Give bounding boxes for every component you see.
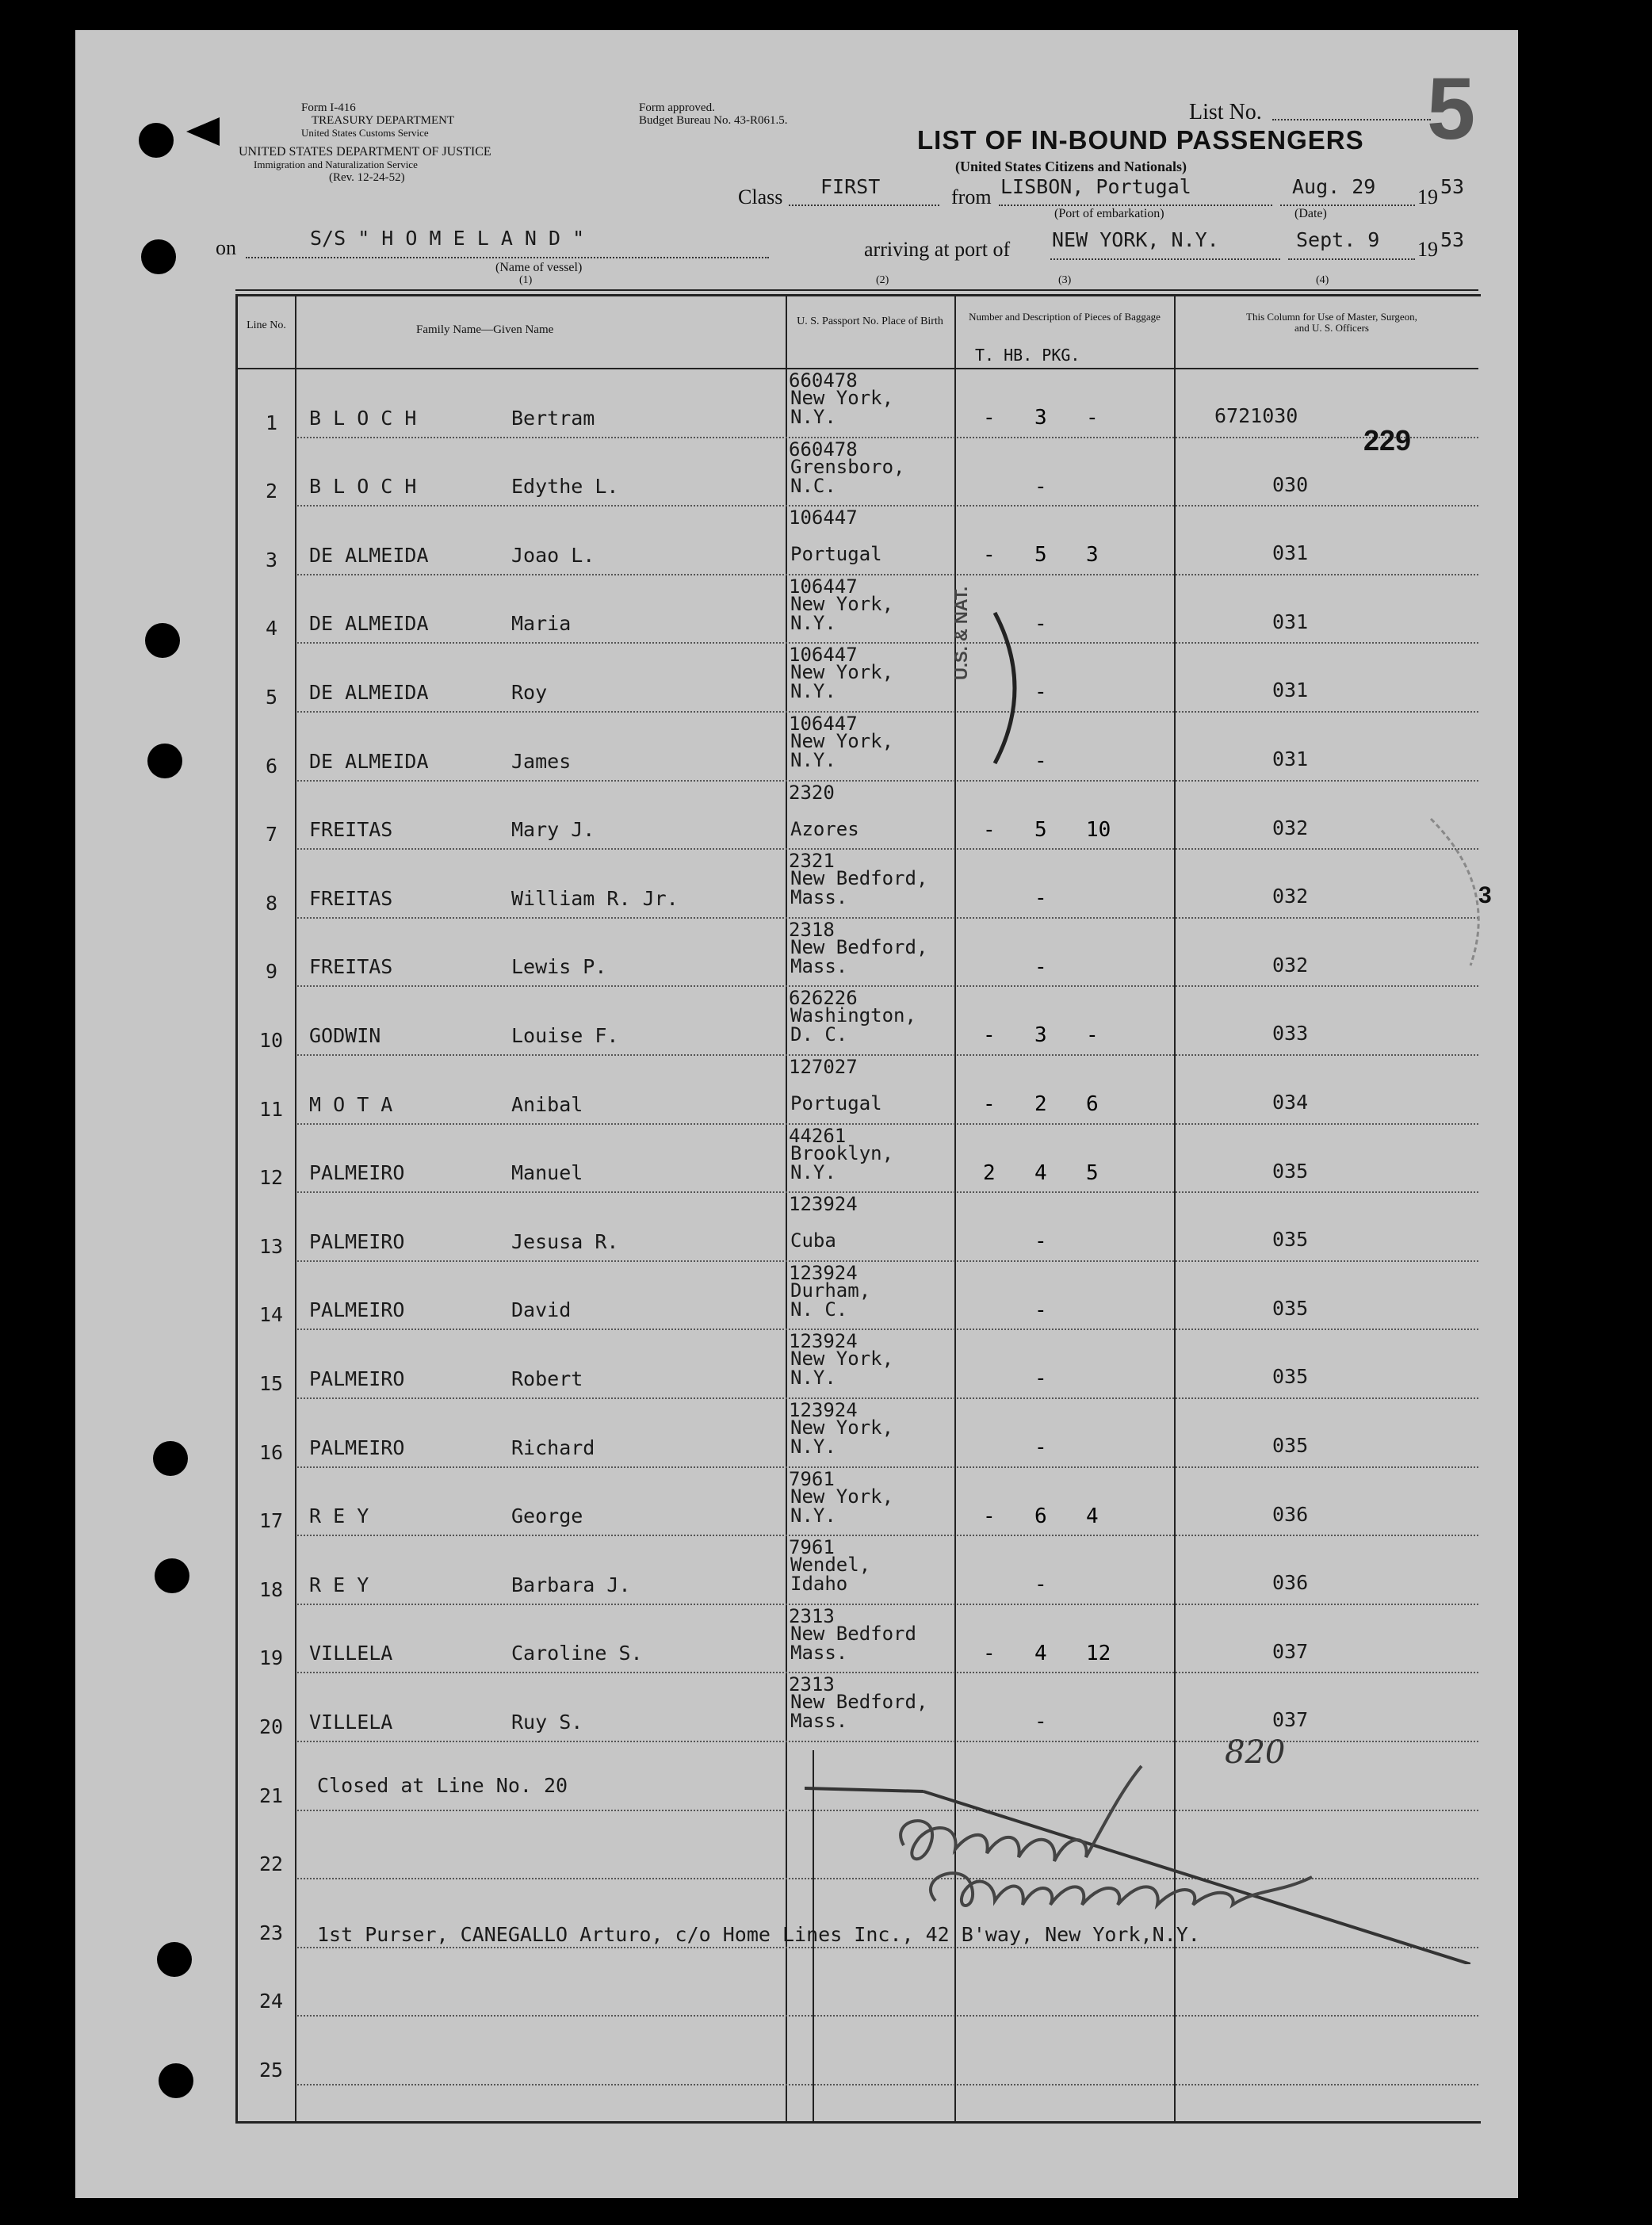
officer-code: 035 xyxy=(1272,1160,1309,1183)
baggage-packages: 12 xyxy=(1086,1642,1111,1665)
treasury-dept: TREASURY DEPARTMENT xyxy=(312,114,455,127)
family-name: DE ALMEIDA xyxy=(309,750,429,773)
line-number: 10 xyxy=(259,1029,284,1052)
officer-code: 036 xyxy=(1272,1571,1309,1594)
manifest-page xyxy=(75,30,1518,2198)
passport-number: 127027 xyxy=(789,1056,858,1078)
birthplace-line1: Grensboro, xyxy=(790,456,905,478)
row-rule xyxy=(297,1535,1478,1536)
budget-bureau: Budget Bureau No. 43-R061.5. xyxy=(639,114,788,127)
passport-number: 123924 xyxy=(789,1330,858,1352)
birthplace-line1: New York, xyxy=(790,1416,894,1439)
birthplace-line1: Brooklyn, xyxy=(790,1142,894,1164)
given-name: Joao L. xyxy=(511,544,595,567)
passport-number: 626226 xyxy=(789,987,858,1009)
row-rule xyxy=(297,917,1478,919)
birthplace-line1: New York, xyxy=(790,1348,894,1370)
passport-number: 660478 xyxy=(789,438,858,461)
row-rule xyxy=(297,1397,1478,1399)
header-line-no: Line No. xyxy=(247,319,286,331)
passport-number: 2313 xyxy=(789,1673,835,1696)
birthplace-line2: Mass. xyxy=(790,1710,848,1732)
officer-code: 034 xyxy=(1272,1091,1309,1114)
line-number: 13 xyxy=(259,1235,284,1258)
line-number: 4 xyxy=(266,617,278,640)
family-name: PALMEIRO xyxy=(309,1436,405,1459)
birthplace-line2: N.Y. xyxy=(790,680,836,702)
birthplace-line1: New York, xyxy=(790,387,894,409)
given-name: Edythe L. xyxy=(511,475,619,498)
baggage-trunks: - xyxy=(983,1092,996,1116)
passport-number: 2321 xyxy=(789,850,835,872)
row-rule xyxy=(297,642,1478,644)
birthplace-line2: N.Y. xyxy=(790,1504,836,1527)
row-rule xyxy=(297,574,1478,575)
birthplace-line2: Mass. xyxy=(790,1642,848,1664)
handwritten-820: 820 xyxy=(1225,1734,1286,1771)
officer-code: 6721030 xyxy=(1214,404,1298,427)
birthplace-line2: N.Y. xyxy=(790,1161,836,1183)
baggage-handbags: 3 xyxy=(1034,406,1047,430)
punch-hole xyxy=(139,123,174,158)
partial-stamp xyxy=(1423,815,1502,973)
line-number: 16 xyxy=(259,1441,284,1464)
family-name: GODWIN xyxy=(309,1024,381,1047)
given-name: Jesusa R. xyxy=(511,1230,619,1253)
officer-code: 037 xyxy=(1272,1640,1309,1663)
baggage-handbags: - xyxy=(1034,612,1047,636)
arrival-date-underline xyxy=(1288,258,1415,260)
vessel-underline xyxy=(246,257,769,258)
header-baggage: Number and Description of Pieces of Baggage xyxy=(969,311,1161,323)
row-rule xyxy=(297,1054,1478,1056)
page-title: LIST OF IN-BOUND PASSENGERS xyxy=(917,125,1364,155)
baggage-handbags: - xyxy=(1034,886,1047,910)
baggage-handbags: - xyxy=(1034,1436,1047,1459)
baggage-handbags: - xyxy=(1034,1710,1047,1734)
row-rule xyxy=(297,780,1478,782)
given-name: Barbara J. xyxy=(511,1573,631,1596)
officer-code: 035 xyxy=(1272,1365,1309,1388)
passport-number: 106447 xyxy=(789,644,858,666)
baggage-trunks: - xyxy=(983,1504,996,1528)
baggage-handbags: - xyxy=(1034,1367,1047,1390)
row-rule xyxy=(297,1191,1478,1193)
baggage-trunks: - xyxy=(983,543,996,567)
col-number-4: (4) xyxy=(1316,274,1329,286)
baggage-packages: - xyxy=(1086,1023,1099,1047)
form-revision: (Rev. 12-24-52) xyxy=(329,171,405,184)
arrival-date: Sept. 9 xyxy=(1296,228,1380,251)
line-number: 5 xyxy=(266,686,278,709)
line-number: 11 xyxy=(259,1098,284,1121)
officer-code: 030 xyxy=(1272,473,1309,496)
list-no-underline xyxy=(1272,119,1431,120)
departure-year: 53 xyxy=(1440,175,1465,198)
given-name: David xyxy=(511,1298,572,1321)
line-number: 14 xyxy=(259,1303,284,1326)
port-underline xyxy=(1050,258,1280,260)
given-name: Caroline S. xyxy=(511,1642,643,1665)
officer-code: 032 xyxy=(1272,954,1309,977)
baggage-packages: 6 xyxy=(1086,1092,1099,1116)
line-number: 9 xyxy=(266,960,278,983)
family-name: FREITAS xyxy=(309,887,393,910)
row-rule xyxy=(297,1329,1478,1330)
line-number: 15 xyxy=(259,1372,284,1395)
birthplace-line2: N.Y. xyxy=(790,612,836,634)
family-name: R E Y xyxy=(309,1573,369,1596)
family-name: PALMEIRO xyxy=(309,1230,405,1253)
header-passport: U. S. Passport No. Place of Birth xyxy=(797,315,943,327)
baggage-trunks: - xyxy=(983,818,996,842)
arrival-year: 53 xyxy=(1440,228,1465,251)
line-number: 25 xyxy=(259,2059,284,2082)
list-no-value: 5 xyxy=(1427,60,1476,158)
line-number: 19 xyxy=(259,1646,284,1669)
family-name: FREITAS xyxy=(309,818,393,841)
given-name: Bertram xyxy=(511,407,595,430)
birthplace-line1: New York, xyxy=(790,730,894,752)
officer-code: 031 xyxy=(1272,610,1309,633)
family-name: DE ALMEIDA xyxy=(309,612,429,635)
on-label: on xyxy=(216,236,236,259)
baggage-packages: 10 xyxy=(1086,818,1111,842)
baggage-packages: 5 xyxy=(1086,1161,1099,1185)
row-rule xyxy=(297,711,1478,713)
birthplace-line1: Wendel, xyxy=(790,1554,871,1576)
baggage-handbags: - xyxy=(1034,749,1047,773)
family-name: B L O C H xyxy=(309,475,417,498)
row-rule xyxy=(297,2015,1478,2017)
passport-number: 106447 xyxy=(789,575,858,598)
line-number: 1 xyxy=(266,411,278,434)
vessel-name: S/S " H O M E L A N D " xyxy=(310,227,585,250)
closed-at-line: Closed at Line No. 20 xyxy=(317,1774,568,1797)
birthplace-line2: N.Y. xyxy=(790,406,836,428)
passport-number: 2313 xyxy=(789,1605,835,1627)
baggage-handbags: 4 xyxy=(1034,1642,1047,1665)
line-number: 7 xyxy=(266,823,278,846)
officer-code: 031 xyxy=(1272,747,1309,770)
passport-number: 7961 xyxy=(789,1536,835,1558)
given-name: James xyxy=(511,750,572,773)
given-name: Manuel xyxy=(511,1161,583,1184)
given-name: Louise F. xyxy=(511,1024,619,1047)
line-number: 22 xyxy=(259,1852,284,1875)
given-name: Roy xyxy=(511,681,548,704)
purser-line: 1st Purser, CANEGALLO Arturo, c/o Home Lines Inc., 42 B'way, New York,N.Y. xyxy=(317,1923,1200,1946)
family-name: PALMEIRO xyxy=(309,1161,405,1184)
list-no-label: List No. xyxy=(1189,100,1262,124)
class-label: Class xyxy=(738,185,783,208)
date-underline xyxy=(1280,205,1415,206)
officer-code: 033 xyxy=(1272,1022,1309,1045)
family-name: DE ALMEIDA xyxy=(309,544,429,567)
given-name: Richard xyxy=(511,1436,595,1459)
row-rule xyxy=(297,1123,1478,1125)
corner-arrow-icon xyxy=(186,116,221,147)
punch-hole xyxy=(157,1942,192,1977)
row-rule xyxy=(297,1672,1478,1673)
given-name: Lewis P. xyxy=(511,955,607,978)
birthplace-line2: N.C. xyxy=(790,475,836,497)
passport-number: 44261 xyxy=(789,1125,847,1147)
embarkation-caption: (Port of embarkation) xyxy=(1054,207,1164,220)
date-caption: (Date) xyxy=(1294,207,1327,220)
header-baggage-sub: T. HB. PKG. xyxy=(975,346,1080,365)
officer-code: 032 xyxy=(1272,816,1309,839)
passport-number: 106447 xyxy=(789,507,858,529)
baggage-handbags: 5 xyxy=(1034,543,1047,567)
birthplace-line2: Portugal xyxy=(790,543,882,565)
officer-code: 031 xyxy=(1272,541,1309,564)
birthplace-line2: D. C. xyxy=(790,1023,848,1046)
row-rule xyxy=(297,848,1478,850)
punch-hole xyxy=(141,239,176,274)
row-rule xyxy=(297,1260,1478,1262)
baggage-packages: - xyxy=(1086,406,1099,430)
baggage-trunks: - xyxy=(983,406,996,430)
officer-code: 037 xyxy=(1272,1708,1309,1731)
margin-number-3: 3 xyxy=(1478,882,1492,908)
officer-code: 036 xyxy=(1272,1503,1309,1526)
officer-code: 035 xyxy=(1272,1297,1309,1320)
row-rule xyxy=(297,1466,1478,1468)
family-name: VILLELA xyxy=(309,1642,393,1665)
class-underline xyxy=(789,205,939,206)
birthplace-line2: N.Y. xyxy=(790,1367,836,1389)
given-name: George xyxy=(511,1504,583,1527)
punch-hole xyxy=(147,744,182,778)
punch-hole xyxy=(145,623,180,658)
line-number: 6 xyxy=(266,755,278,778)
family-name: B L O C H xyxy=(309,407,417,430)
baggage-packages: 3 xyxy=(1086,543,1099,567)
row-rule xyxy=(297,2084,1478,2085)
arrival-year-prefix: 19 xyxy=(1417,238,1438,261)
row-rule xyxy=(297,985,1478,987)
line-number: 21 xyxy=(259,1784,284,1807)
family-name: PALMEIRO xyxy=(309,1367,405,1390)
birthplace-line1: New Bedford, xyxy=(790,1691,928,1713)
officer-code: 032 xyxy=(1272,885,1309,908)
birthplace-line2: Mass. xyxy=(790,955,848,977)
form-number: Form I-416 xyxy=(301,101,356,114)
family-name: FREITAS xyxy=(309,955,393,978)
passport-number: 7961 xyxy=(789,1468,835,1490)
line-number: 20 xyxy=(259,1715,284,1738)
page-subtitle: (United States Citizens and Nationals) xyxy=(955,159,1187,174)
punch-hole xyxy=(153,1441,188,1476)
birthplace-line1: New Bedford, xyxy=(790,936,928,958)
baggage-handbags: 3 xyxy=(1034,1023,1047,1047)
birthplace-line2: Mass. xyxy=(790,886,848,908)
baggage-trunks: - xyxy=(983,1023,996,1047)
baggage-handbags: - xyxy=(1034,1298,1047,1322)
line-number: 8 xyxy=(266,892,278,915)
passport-number: 123924 xyxy=(789,1262,858,1284)
birthplace-line2: N.Y. xyxy=(790,749,836,771)
given-name: William R. Jr. xyxy=(511,887,679,910)
given-name: Ruy S. xyxy=(511,1711,583,1734)
line-number: 3 xyxy=(266,549,278,572)
approval-line: Form approved. xyxy=(639,101,715,114)
given-name: Mary J. xyxy=(511,818,595,841)
baggage-packages: 4 xyxy=(1086,1504,1099,1528)
line-number: 12 xyxy=(259,1166,284,1189)
family-name: VILLELA xyxy=(309,1711,393,1734)
punch-hole xyxy=(159,2063,193,2098)
row-rule xyxy=(297,437,1478,438)
birthplace-line1: New Bedford xyxy=(790,1623,916,1645)
officer-code: 035 xyxy=(1272,1434,1309,1457)
family-name: R E Y xyxy=(309,1504,369,1527)
given-name: Robert xyxy=(511,1367,583,1390)
stamp-arc xyxy=(987,609,1034,767)
inspection-stamp: U.S. & NAT. xyxy=(951,586,971,680)
officer-code: 035 xyxy=(1272,1228,1309,1251)
baggage-handbags: 4 xyxy=(1034,1161,1047,1185)
arriving-label: arriving at port of xyxy=(864,238,1011,261)
class-value: FIRST xyxy=(820,175,881,198)
baggage-handbags: 6 xyxy=(1034,1504,1047,1528)
ins-service: Immigration and Naturalization Service xyxy=(254,159,418,170)
line-number: 2 xyxy=(266,480,278,503)
birthplace-line2: Cuba xyxy=(790,1229,836,1252)
passport-number: 106447 xyxy=(789,713,858,735)
arrival-port: NEW YORK, N.Y. xyxy=(1052,228,1219,251)
birthplace-line2: Idaho xyxy=(790,1573,848,1595)
passport-number: 660478 xyxy=(789,369,858,392)
given-name: Anibal xyxy=(511,1093,583,1116)
justice-dept: UNITED STATES DEPARTMENT OF JUSTICE xyxy=(239,145,491,159)
col-number-1: (1) xyxy=(519,274,533,286)
embarkation-port: LISBON, Portugal xyxy=(1000,175,1191,198)
birthplace-line1: New Bedford, xyxy=(790,867,928,889)
customs-service: United States Customs Service xyxy=(301,127,429,139)
birthplace-line1: New York, xyxy=(790,1485,894,1508)
officer-signature xyxy=(805,1742,1470,1964)
line-number: 24 xyxy=(259,1990,284,2013)
header-officers: This Column for Use of Master, Surgeon, and U. S. Officers xyxy=(1246,311,1417,334)
col-number-2: (2) xyxy=(876,274,889,286)
baggage-handbags: - xyxy=(1034,680,1047,704)
col-number-3: (3) xyxy=(1058,274,1072,286)
line-number: 17 xyxy=(259,1509,284,1532)
margin-number-229: 229 xyxy=(1363,424,1412,457)
family-name: M O T A xyxy=(309,1093,393,1116)
birthplace-line1: Washington, xyxy=(790,1004,916,1026)
passport-number: 2318 xyxy=(789,919,835,941)
table-top-double xyxy=(235,289,1478,291)
baggage-handbags: - xyxy=(1034,475,1047,499)
vessel-caption: (Name of vessel) xyxy=(495,261,583,274)
baggage-handbags: - xyxy=(1034,955,1047,979)
birthplace-line2: Portugal xyxy=(790,1092,882,1114)
row-rule xyxy=(297,505,1478,507)
baggage-handbags: - xyxy=(1034,1229,1047,1253)
punch-hole xyxy=(155,1558,189,1593)
birthplace-line2: N.Y. xyxy=(790,1436,836,1458)
baggage-handbags: 5 xyxy=(1034,818,1047,842)
baggage-handbags: - xyxy=(1034,1573,1047,1596)
baggage-trunks: - xyxy=(983,1642,996,1665)
col-divider xyxy=(786,294,787,2121)
birthplace-line1: Durham, xyxy=(790,1279,871,1302)
from-underline xyxy=(999,205,1272,206)
family-name: PALMEIRO xyxy=(309,1298,405,1321)
header-name: Family Name—Given Name xyxy=(416,323,554,336)
birthplace-line2: N. C. xyxy=(790,1298,848,1321)
passport-number: 123924 xyxy=(789,1193,858,1215)
passport-number: 123924 xyxy=(789,1399,858,1421)
baggage-trunks: 2 xyxy=(983,1161,996,1185)
departure-date: Aug. 29 xyxy=(1292,175,1376,198)
passport-number: 2320 xyxy=(789,782,835,804)
line-number: 23 xyxy=(259,1921,284,1944)
officer-code: 031 xyxy=(1272,679,1309,702)
birthplace-line1: New York, xyxy=(790,661,894,683)
line-number: 18 xyxy=(259,1578,284,1601)
birthplace-line2: Azores xyxy=(790,818,859,840)
family-name: DE ALMEIDA xyxy=(309,681,429,704)
baggage-handbags: 2 xyxy=(1034,1092,1047,1116)
from-label: from xyxy=(951,185,992,208)
birthplace-line1: New York, xyxy=(790,593,894,615)
departure-year-prefix: 19 xyxy=(1417,185,1438,208)
col-divider xyxy=(295,294,296,2121)
row-rule xyxy=(297,1604,1478,1605)
given-name: Maria xyxy=(511,612,572,635)
